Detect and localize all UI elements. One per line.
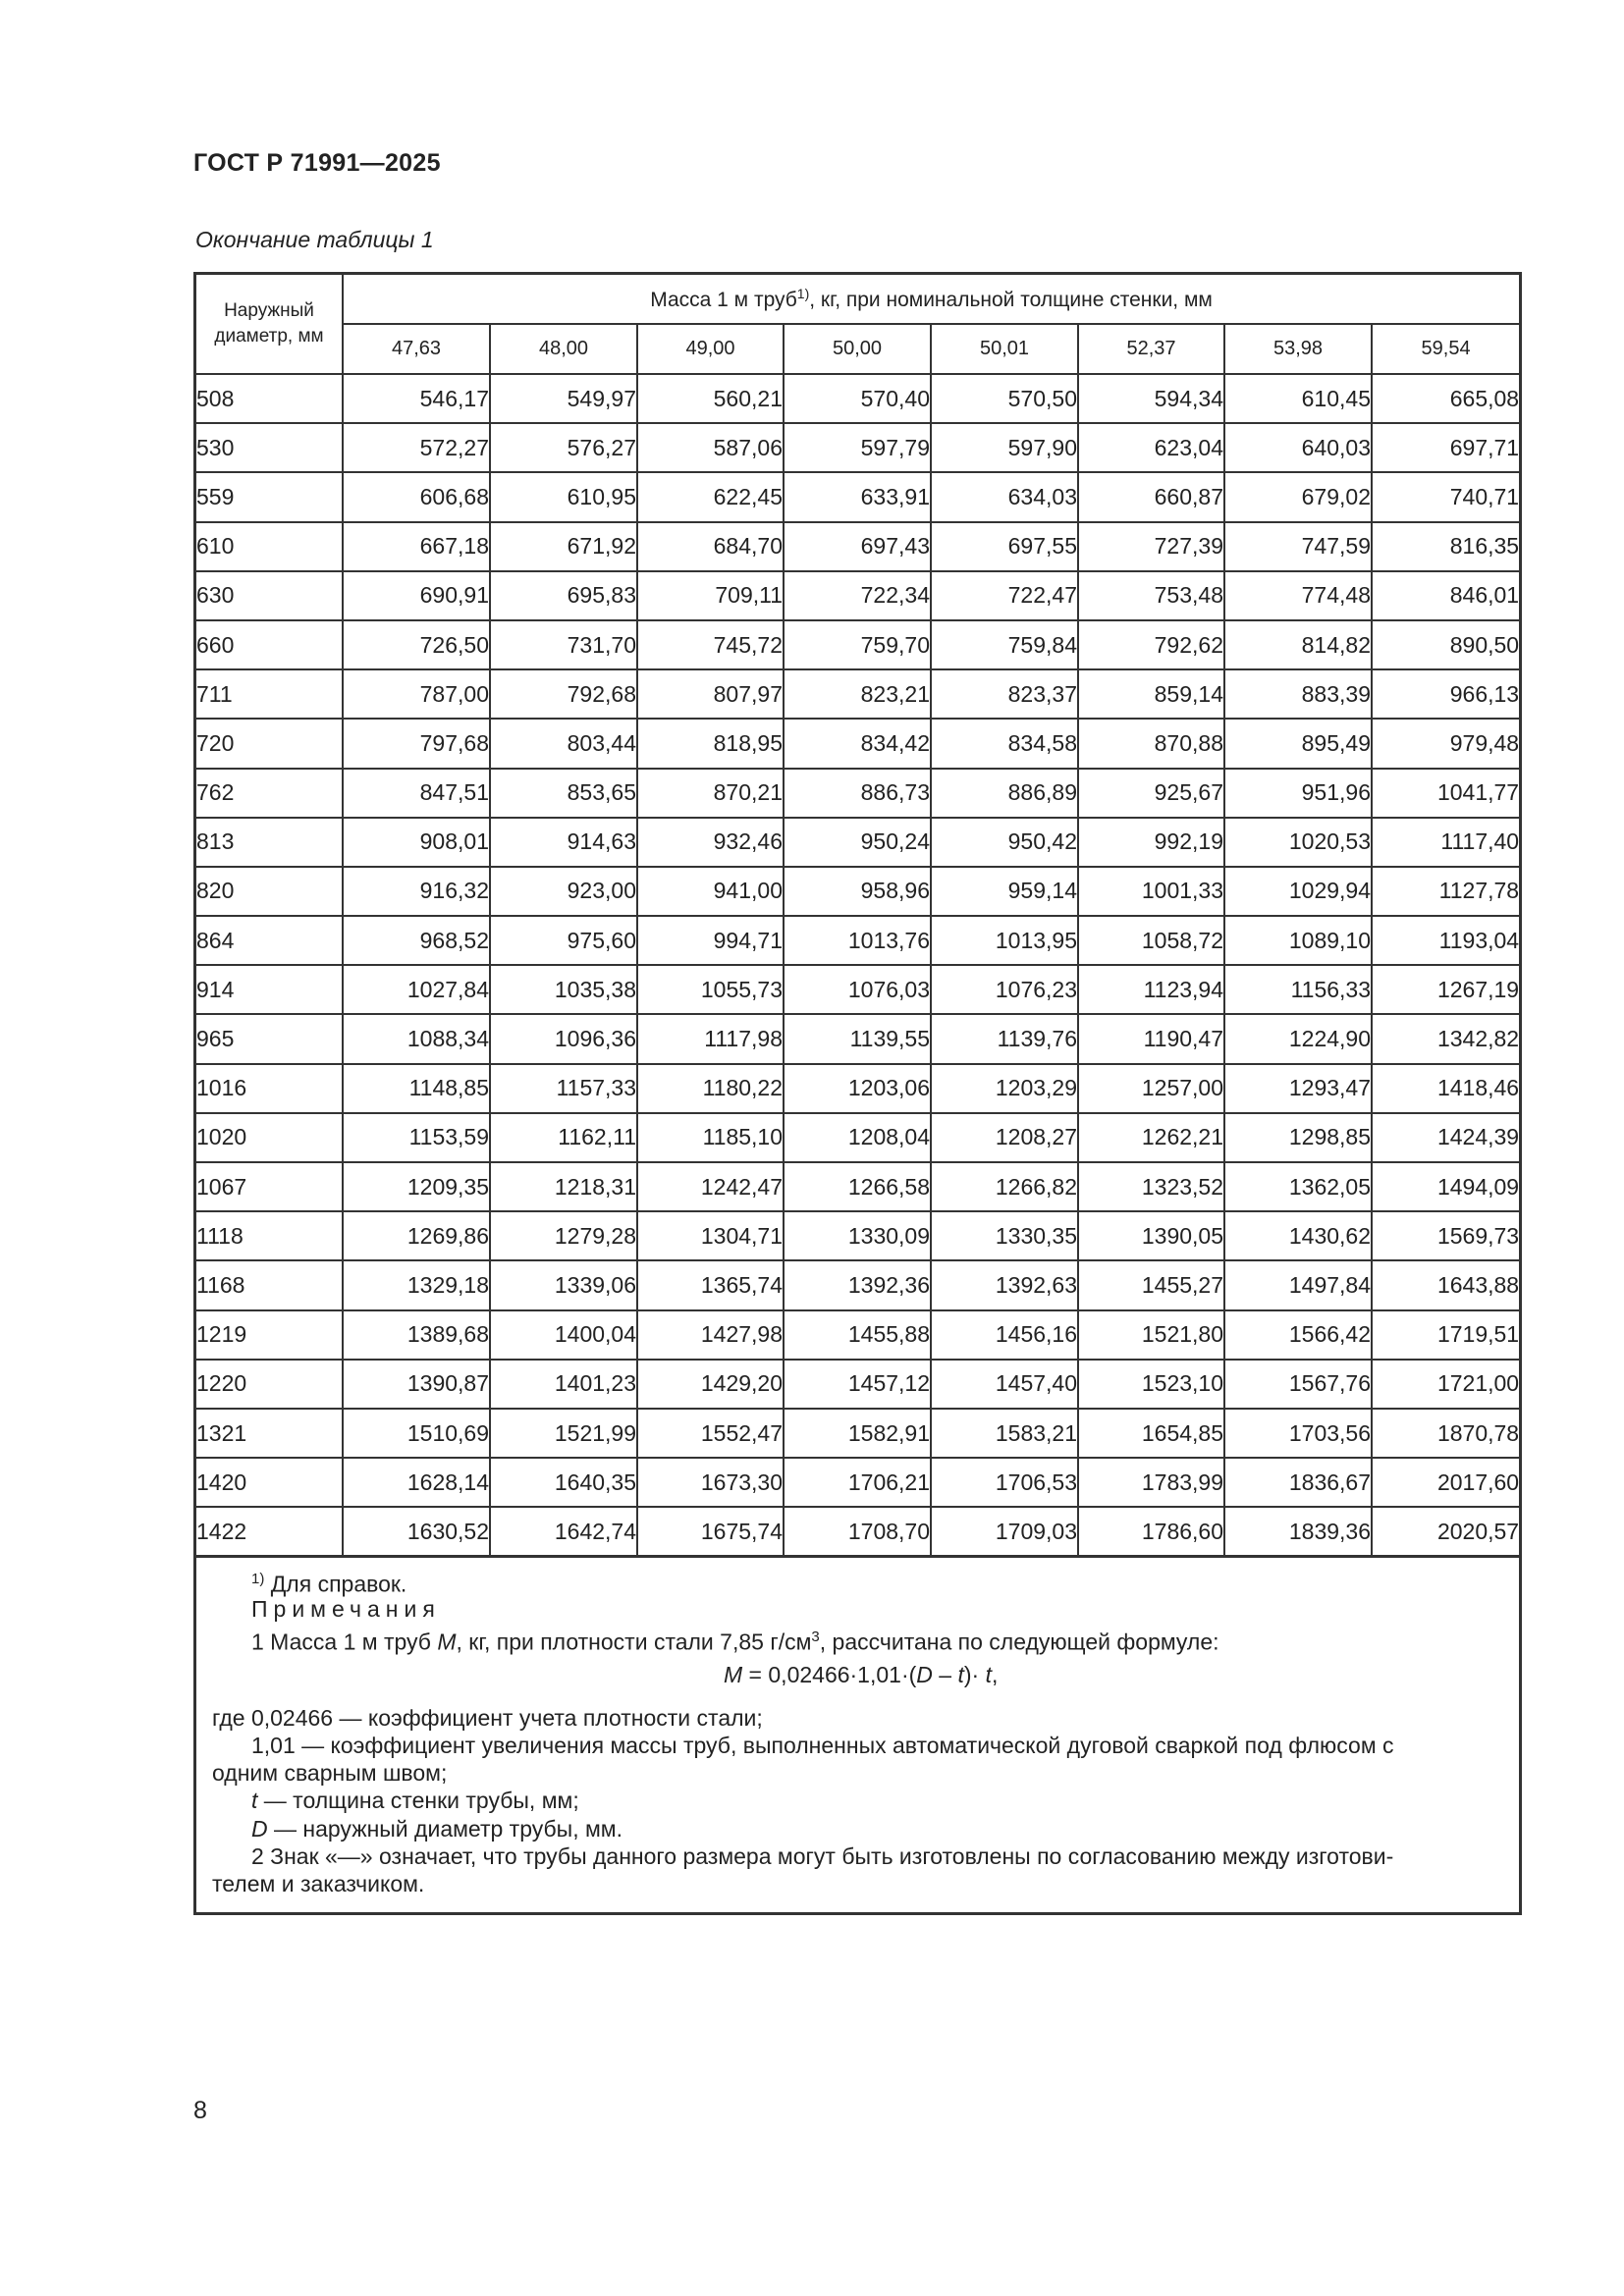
mass-cell: 774,48: [1224, 571, 1372, 620]
mass-cell: 1521,99: [490, 1409, 637, 1458]
table-row: [196, 1360, 1519, 1409]
diameter-header: Наружный диаметр, мм: [196, 275, 343, 374]
mass-cell: 695,83: [490, 571, 637, 620]
mass-cell: 886,89: [931, 769, 1078, 818]
mass-cell: 1457,40: [931, 1360, 1078, 1409]
mass-cell: 870,21: [637, 769, 784, 818]
diameter-cell: 1219: [196, 1310, 343, 1360]
table-row: [196, 1458, 1519, 1507]
mass-cell: 1630,52: [343, 1507, 490, 1556]
mass-cell: 1058,72: [1078, 916, 1224, 965]
note-1-text: 1 Масса 1 м труб: [251, 1629, 438, 1655]
mass-cell: 958,96: [784, 867, 931, 916]
mass-header-text: Масса 1 м труб: [650, 288, 797, 311]
mass-cell: 709,11: [637, 571, 784, 620]
mass-cell: 1157,33: [490, 1064, 637, 1113]
diameter-cell: 1321: [196, 1409, 343, 1458]
mass-cell: 1708,70: [784, 1507, 931, 1556]
footnote: [251, 1566, 406, 1598]
mass-cell: 1719,51: [1372, 1310, 1519, 1360]
diameter-cell: 1422: [196, 1507, 343, 1556]
formula-d: D: [916, 1662, 933, 1687]
mass-cell: 1424,39: [1372, 1113, 1519, 1162]
mass-cell: 834,58: [931, 719, 1078, 768]
d-definition-text: — наружный диаметр трубы, мм.: [267, 1816, 623, 1842]
table-row: [196, 965, 1519, 1014]
mass-cell: 549,97: [490, 374, 637, 423]
formula-m: M: [724, 1662, 743, 1687]
mass-cell: 671,92: [490, 522, 637, 571]
mass-cell: 1390,05: [1078, 1211, 1224, 1260]
thickness-header: 50,01: [931, 324, 1078, 374]
mass-cell: 594,34: [1078, 374, 1224, 423]
mass-cell: 1390,87: [343, 1360, 490, 1409]
mass-cell: 745,72: [637, 620, 784, 669]
table-row: [196, 1310, 1519, 1360]
t-definition-text: — толщина стенки трубы, мм;: [257, 1788, 579, 1813]
formula-t-factor: t: [985, 1662, 992, 1687]
mass-cell: 1208,04: [784, 1113, 931, 1162]
mass-cell: 1203,29: [931, 1064, 1078, 1113]
mass-cell: 684,70: [637, 522, 784, 571]
mass-cell: 1127,78: [1372, 867, 1519, 916]
mass-cell: 908,01: [343, 818, 490, 867]
mass-cell: 1035,38: [490, 965, 637, 1014]
mass-cell: 660,87: [1078, 472, 1224, 521]
table-row: [196, 1409, 1519, 1458]
mass-cell: 1218,31: [490, 1162, 637, 1211]
diameter-cell: 630: [196, 571, 343, 620]
thickness-header: 53,98: [1224, 324, 1372, 374]
mass-cell: 1569,73: [1372, 1211, 1519, 1260]
note-1-superscript: 3: [811, 1629, 820, 1645]
mass-cell: 1089,10: [1224, 916, 1372, 965]
mass-cell: 1323,52: [1078, 1162, 1224, 1211]
mass-cell: 726,50: [343, 620, 490, 669]
mass-cell: 1706,53: [931, 1458, 1078, 1507]
mass-cell: 797,68: [343, 719, 490, 768]
mass-cell: 1029,94: [1224, 867, 1372, 916]
mass-cell: 1456,16: [931, 1310, 1078, 1360]
mass-cell: 1389,68: [343, 1310, 490, 1360]
note-1-text-c: , рассчитана по следующей формуле:: [819, 1629, 1219, 1655]
table-row: [196, 1064, 1519, 1113]
diameter-cell: 720: [196, 719, 343, 768]
mass-cell: 1709,03: [931, 1507, 1078, 1556]
mass-cell: 622,45: [637, 472, 784, 521]
mass-cell: 1654,85: [1078, 1409, 1224, 1458]
mass-cell: 570,50: [931, 374, 1078, 423]
mass-cell: 1706,21: [784, 1458, 931, 1507]
mass-cell: 1870,78: [1372, 1409, 1519, 1458]
mass-cell: 610,95: [490, 472, 637, 521]
mass-cell: 994,71: [637, 916, 784, 965]
mass-cell: 1279,28: [490, 1211, 637, 1260]
mass-table-frame: [193, 272, 1522, 1915]
table-row: [196, 1113, 1519, 1162]
mass-cell: 1494,09: [1372, 1162, 1519, 1211]
diameter-cell: 530: [196, 423, 343, 472]
mass-cell: 640,03: [1224, 423, 1372, 472]
mass-header: [343, 275, 1519, 324]
mass-cell: 1392,36: [784, 1260, 931, 1309]
mass-cell: 722,47: [931, 571, 1078, 620]
mass-cell: 1497,84: [1224, 1260, 1372, 1309]
mass-cell: 1117,98: [637, 1014, 784, 1063]
mass-cell: 1401,23: [490, 1360, 637, 1409]
mass-cell: 690,91: [343, 571, 490, 620]
diameter-cell: 610: [196, 522, 343, 571]
diameter-cell: 508: [196, 374, 343, 423]
coef-line-2: одним сварным швом;: [212, 1760, 448, 1786]
mass-cell: 975,60: [490, 916, 637, 965]
mass-cell: 679,02: [1224, 472, 1372, 521]
mass-cell: 546,17: [343, 374, 490, 423]
mass-cell: 1185,10: [637, 1113, 784, 1162]
d-symbol: D: [251, 1816, 268, 1842]
mass-cell: 1257,00: [1078, 1064, 1224, 1113]
mass-cell: 853,65: [490, 769, 637, 818]
mass-cell: 572,27: [343, 423, 490, 472]
thickness-header: 52,37: [1078, 324, 1224, 374]
mass-cell: 1566,42: [1224, 1310, 1372, 1360]
mass-cell: 1567,76: [1224, 1360, 1372, 1409]
table-row: [196, 423, 1519, 472]
mass-cell: 1096,36: [490, 1014, 637, 1063]
mass-cell: 1642,74: [490, 1507, 637, 1556]
mass-cell: 2017,60: [1372, 1458, 1519, 1507]
mass-cell: 1304,71: [637, 1211, 784, 1260]
mass-cell: 914,63: [490, 818, 637, 867]
diameter-cell: 1220: [196, 1360, 343, 1409]
mass-cell: 1583,21: [931, 1409, 1078, 1458]
mass-cell: 1628,14: [343, 1458, 490, 1507]
mass-cell: 1013,76: [784, 916, 931, 965]
mass-cell: 747,59: [1224, 522, 1372, 571]
mass-cell: 1293,47: [1224, 1064, 1372, 1113]
formula-part-b: –: [932, 1662, 958, 1687]
mass-cell: 968,52: [343, 916, 490, 965]
table-row: [196, 719, 1519, 768]
mass-cell: 697,71: [1372, 423, 1519, 472]
table-notes: [196, 1555, 1519, 1918]
note-1-symbol-m: M: [437, 1629, 457, 1655]
mass-cell: 859,14: [1078, 669, 1224, 719]
mass-cell: 803,44: [490, 719, 637, 768]
mass-cell: 1329,18: [343, 1260, 490, 1309]
mass-cell: 740,71: [1372, 472, 1519, 521]
table-row: [196, 1014, 1519, 1063]
mass-cell: 950,42: [931, 818, 1078, 867]
mass-cell: 1208,27: [931, 1113, 1078, 1162]
note-1: [251, 1624, 1219, 1656]
mass-cell: 1203,06: [784, 1064, 931, 1113]
mass-header-text-rest: , кг, при номинальной толщине стенки, мм: [809, 288, 1213, 311]
mass-cell: 1117,40: [1372, 818, 1519, 867]
mass-cell: 1786,60: [1078, 1507, 1224, 1556]
mass-cell: 1429,20: [637, 1360, 784, 1409]
mass-cell: 959,14: [931, 867, 1078, 916]
mass-cell: 2020,57: [1372, 1507, 1519, 1556]
mass-cell: 823,37: [931, 669, 1078, 719]
t-symbol: t: [251, 1788, 258, 1813]
mass-cell: 1455,27: [1078, 1260, 1224, 1309]
mass-cell: 1209,35: [343, 1162, 490, 1211]
thickness-header: 50,00: [784, 324, 931, 374]
mass-cell: 576,27: [490, 423, 637, 472]
mass-cell: 1427,98: [637, 1310, 784, 1360]
mass-cell: 1640,35: [490, 1458, 637, 1507]
mass-cell: 665,08: [1372, 374, 1519, 423]
mass-cell: 1001,33: [1078, 867, 1224, 916]
mass-cell: 823,21: [784, 669, 931, 719]
mass-cell: 925,67: [1078, 769, 1224, 818]
table-row: [196, 1260, 1519, 1309]
mass-cell: 950,24: [784, 818, 931, 867]
mass-cell: 634,03: [931, 472, 1078, 521]
thickness-header: 59,54: [1372, 324, 1519, 374]
mass-cell: 759,70: [784, 620, 931, 669]
mass-cell: 1139,76: [931, 1014, 1078, 1063]
mass-cell: 890,50: [1372, 620, 1519, 669]
mass-cell: 1076,03: [784, 965, 931, 1014]
table-row: [196, 818, 1519, 867]
mass-cell: 1020,53: [1224, 818, 1372, 867]
mass-cell: 834,42: [784, 719, 931, 768]
mass-cell: 731,70: [490, 620, 637, 669]
table-row: [196, 669, 1519, 719]
mass-cell: 951,96: [1224, 769, 1372, 818]
table-row: [196, 620, 1519, 669]
table-row: [196, 1162, 1519, 1211]
mass-cell: 1430,62: [1224, 1211, 1372, 1260]
mass-cell: 1362,05: [1224, 1162, 1372, 1211]
mass-cell: 916,32: [343, 867, 490, 916]
mass-cell: 1267,19: [1372, 965, 1519, 1014]
table-row: [196, 571, 1519, 620]
mass-cell: 1521,80: [1078, 1310, 1224, 1360]
mass-cell: 570,40: [784, 374, 931, 423]
mass-cell: 1418,46: [1372, 1064, 1519, 1113]
mass-cell: 1013,95: [931, 916, 1078, 965]
mass-cell: 1269,86: [343, 1211, 490, 1260]
note-1-text-b: , кг, при плотности стали 7,85 г/см: [456, 1629, 812, 1655]
footnote-mark: 1): [251, 1571, 265, 1587]
mass-cell: 722,34: [784, 571, 931, 620]
table-row: [196, 472, 1519, 521]
mass-cell: 932,46: [637, 818, 784, 867]
mass-cell: 1193,04: [1372, 916, 1519, 965]
mass-cell: 992,19: [1078, 818, 1224, 867]
mass-cell: 1162,11: [490, 1113, 637, 1162]
diameter-cell: 1118: [196, 1211, 343, 1260]
mass-cell: 1266,58: [784, 1162, 931, 1211]
mass-cell: 1242,47: [637, 1162, 784, 1211]
mass-cell: 1839,36: [1224, 1507, 1372, 1556]
diameter-cell: 820: [196, 867, 343, 916]
mass-cell: 846,01: [1372, 571, 1519, 620]
where-line: где 0,02466 — коэффициент учета плотности стали;: [212, 1705, 763, 1731]
mass-cell: 597,79: [784, 423, 931, 472]
mass-cell: 1721,00: [1372, 1360, 1519, 1409]
diameter-cell: 813: [196, 818, 343, 867]
formula-end: ,: [991, 1662, 999, 1687]
mass-cell: 1139,55: [784, 1014, 931, 1063]
notes-title: Примечания: [251, 1596, 441, 1622]
diameter-cell: 559: [196, 472, 343, 521]
mass-cell: 941,00: [637, 867, 784, 916]
d-definition: [251, 1815, 623, 1842]
diameter-cell: 1016: [196, 1064, 343, 1113]
table-caption: Окончание таблицы 1: [195, 227, 434, 252]
thickness-header: 47,63: [343, 324, 490, 374]
mass-cell: 816,35: [1372, 522, 1519, 571]
table-row: [196, 374, 1519, 423]
diameter-cell: 1020: [196, 1113, 343, 1162]
mass-cell: 895,49: [1224, 719, 1372, 768]
table-row: [196, 867, 1519, 916]
mass-cell: 979,48: [1372, 719, 1519, 768]
mass-cell: 1836,67: [1224, 1458, 1372, 1507]
mass-cell: 633,91: [784, 472, 931, 521]
thickness-header: 48,00: [490, 324, 637, 374]
mass-cell: 587,06: [637, 423, 784, 472]
note-2-line-1: 2 Знак «—» означает, что трубы данного размера могут быть изготовлены по согласованию между изготови-: [251, 1843, 1394, 1869]
mass-cell: 966,13: [1372, 669, 1519, 719]
t-definition: [251, 1787, 579, 1814]
mass-cell: 1330,35: [931, 1211, 1078, 1260]
mass-table-body: [196, 374, 1519, 1557]
mass-cell: 787,00: [343, 669, 490, 719]
mass-cell: 1552,47: [637, 1409, 784, 1458]
mass-cell: 1643,88: [1372, 1260, 1519, 1309]
mass-cell: 1266,82: [931, 1162, 1078, 1211]
mass-cell: 1675,74: [637, 1507, 784, 1556]
document-code: ГОСТ Р 71991—2025: [193, 149, 441, 177]
mass-cell: 1339,06: [490, 1260, 637, 1309]
mass-cell: 1455,88: [784, 1310, 931, 1360]
diameter-cell: 864: [196, 916, 343, 965]
thickness-header-row: [196, 324, 1519, 374]
mass-cell: 1224,90: [1224, 1014, 1372, 1063]
mass-cell: 792,68: [490, 669, 637, 719]
mass-cell: 1027,84: [343, 965, 490, 1014]
mass-cell: 1673,30: [637, 1458, 784, 1507]
coef-line-1: 1,01 — коэффициент увеличения массы труб, выполненных автоматической дуговой сваркой под флюсом с: [251, 1733, 1394, 1758]
diameter-cell: 660: [196, 620, 343, 669]
mass-cell: 1365,74: [637, 1260, 784, 1309]
table-row: [196, 1507, 1519, 1556]
mass-cell: 818,95: [637, 719, 784, 768]
diameter-cell: 1067: [196, 1162, 343, 1211]
mass-cell: 1330,09: [784, 1211, 931, 1260]
mass-cell: 807,97: [637, 669, 784, 719]
formula-part-c: )·: [963, 1662, 986, 1687]
formula-t: t: [957, 1662, 964, 1687]
diameter-cell: 762: [196, 769, 343, 818]
mass-cell: 870,88: [1078, 719, 1224, 768]
mass-cell: 814,82: [1224, 620, 1372, 669]
page-number: 8: [193, 2097, 207, 2124]
mass-header-footnote-ref: 1): [796, 285, 810, 301]
mass-cell: 623,04: [1078, 423, 1224, 472]
thickness-header: 49,00: [637, 324, 784, 374]
mass-cell: 1041,77: [1372, 769, 1519, 818]
mass-cell: 886,73: [784, 769, 931, 818]
mass-cell: 1153,59: [343, 1113, 490, 1162]
diameter-cell: 1168: [196, 1260, 343, 1309]
mass-cell: 1342,82: [1372, 1014, 1519, 1063]
mass-cell: 1180,22: [637, 1064, 784, 1113]
formula-part-a: = 0,02466·1,01·(: [742, 1662, 917, 1687]
mass-cell: 727,39: [1078, 522, 1224, 571]
mass-cell: 923,00: [490, 867, 637, 916]
mass-cell: 1190,47: [1078, 1014, 1224, 1063]
diameter-cell: 1420: [196, 1458, 343, 1507]
mass-cell: 1783,99: [1078, 1458, 1224, 1507]
mass-cell: 667,18: [343, 522, 490, 571]
diameter-cell: 711: [196, 669, 343, 719]
mass-cell: 1392,63: [931, 1260, 1078, 1309]
mass-cell: 1262,21: [1078, 1113, 1224, 1162]
mass-cell: 847,51: [343, 769, 490, 818]
footnote-text: Для справок.: [264, 1571, 407, 1597]
table-row: [196, 769, 1519, 818]
mass-cell: 697,43: [784, 522, 931, 571]
mass-cell: 1298,85: [1224, 1113, 1372, 1162]
note-2-line-2: телем и заказчиком.: [212, 1871, 425, 1896]
mass-cell: 792,62: [1078, 620, 1224, 669]
mass-cell: 1123,94: [1078, 965, 1224, 1014]
mass-cell: 1523,10: [1078, 1360, 1224, 1409]
mass-cell: 606,68: [343, 472, 490, 521]
mass-cell: 1156,33: [1224, 965, 1372, 1014]
mass-cell: 1400,04: [490, 1310, 637, 1360]
diameter-cell: 965: [196, 1014, 343, 1063]
mass-table: [196, 275, 1519, 1558]
mass-cell: 1510,69: [343, 1409, 490, 1458]
mass-cell: 1582,91: [784, 1409, 931, 1458]
mass-cell: 610,45: [1224, 374, 1372, 423]
mass-cell: 1703,56: [1224, 1409, 1372, 1458]
table-row: [196, 916, 1519, 965]
mass-cell: 1148,85: [343, 1064, 490, 1113]
mass-cell: 1076,23: [931, 965, 1078, 1014]
mass-cell: 753,48: [1078, 571, 1224, 620]
diameter-cell: 914: [196, 965, 343, 1014]
table-row: [196, 1211, 1519, 1260]
mass-cell: 1055,73: [637, 965, 784, 1014]
mass-formula: [724, 1661, 998, 1688]
mass-cell: 597,90: [931, 423, 1078, 472]
table-row: [196, 522, 1519, 571]
mass-cell: 697,55: [931, 522, 1078, 571]
mass-cell: 1088,34: [343, 1014, 490, 1063]
mass-cell: 759,84: [931, 620, 1078, 669]
mass-cell: 560,21: [637, 374, 784, 423]
mass-cell: 883,39: [1224, 669, 1372, 719]
mass-cell: 1457,12: [784, 1360, 931, 1409]
